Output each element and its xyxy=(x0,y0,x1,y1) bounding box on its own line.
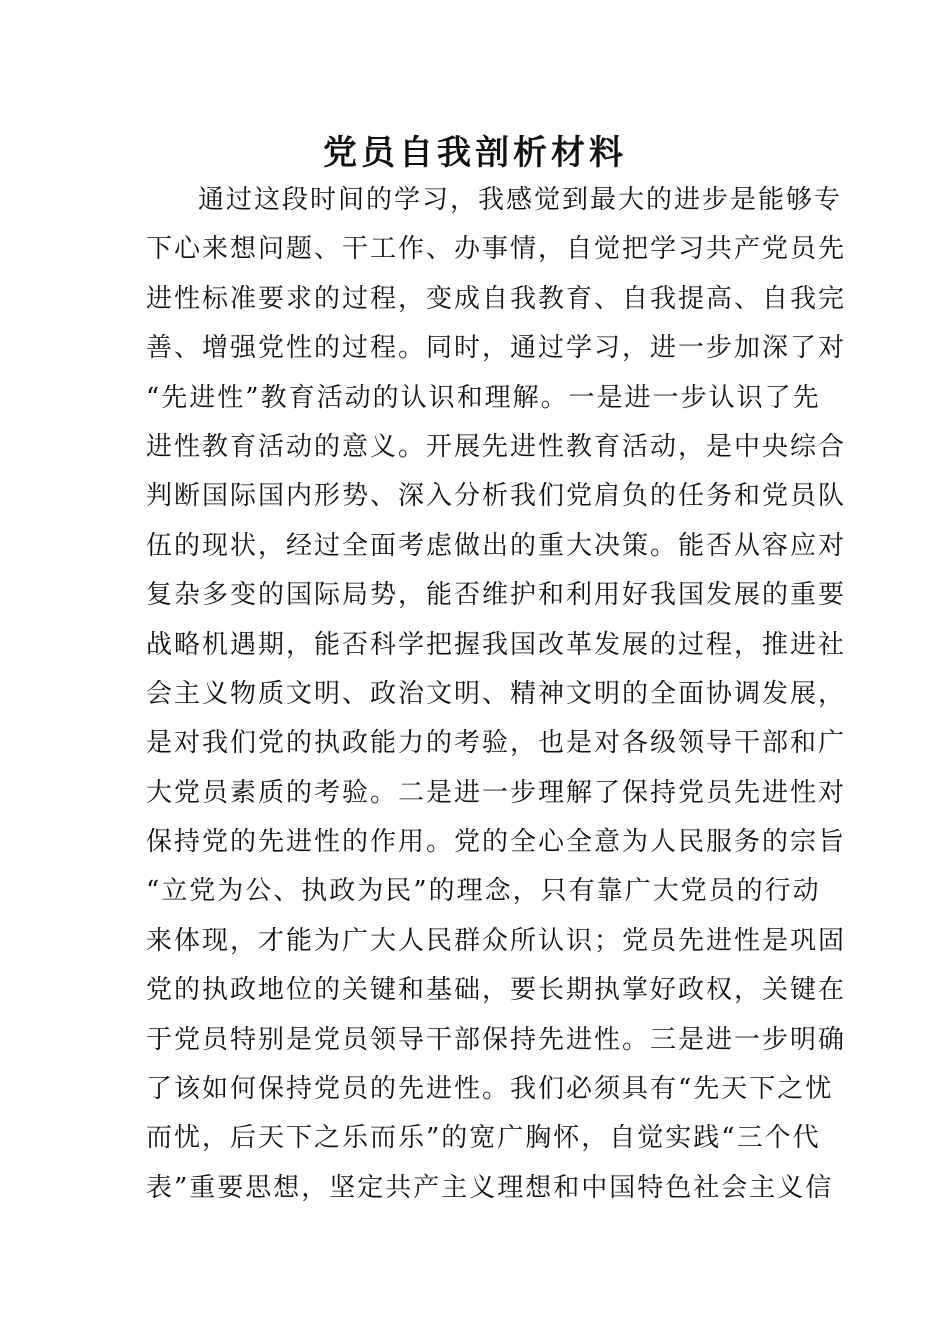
paragraph-line: 通过这段时间的学习，我感觉到最大的进步是能够专 xyxy=(198,185,843,215)
paragraph-line: 党的执政地位的关键和基础，要长期执掌好政权，关键在 xyxy=(146,975,847,1006)
paragraph-line: “立党为公、执政为民”的理念，只有靠广大党员的行动 xyxy=(146,876,821,907)
paragraph-line: 进性教育活动的意义。开展先进性教育活动，是中央综合 xyxy=(146,431,847,462)
paragraph-line: 会主义物质文明、政治文明、精神文明的全面协调发展， xyxy=(146,678,847,709)
paragraph-line: 了该如何保持党员的先进性。我们必须具有“先天下之忧 xyxy=(146,1074,834,1105)
paragraph-line: 大党员素质的考验。二是进一步理解了保持党员先进性对 xyxy=(146,777,847,808)
paragraph-line: 来体现，才能为广大人民群众所认识；党员先进性是巩固 xyxy=(146,925,847,956)
document-title: 党员自我剖析材料 xyxy=(323,133,627,173)
paragraph-line: “先进性”教育活动的认识和理解。一是进一步认识了先 xyxy=(146,382,821,413)
paragraph-line: 保持党的先进性的作用。党的全心全意为人民服务的宗旨 xyxy=(146,827,847,858)
paragraph-line: 善、增强党性的过程。同时，通过学习，进一步加深了对 xyxy=(146,333,847,364)
document-body xyxy=(146,176,847,1213)
paragraph-line: 进性标准要求的过程，变成自我教育、自我提高、自我完 xyxy=(146,283,847,314)
paragraph-line: 战略机遇期，能否科学把握我国改革发展的过程，推进社 xyxy=(146,629,847,660)
paragraph-line: 下心来想问题、干工作、办事情，自觉把学习共产党员先 xyxy=(146,234,847,265)
paragraph-line: 复杂多变的国际局势，能否维护和利用好我国发展的重要 xyxy=(146,580,847,611)
paragraph-line: 而忧，后天下之乐而乐”的宽广胸怀，自觉实践“三个代 xyxy=(146,1123,821,1154)
paragraph-line: 是对我们党的执政能力的考验，也是对各级领导干部和广 xyxy=(146,728,847,759)
paragraph-line: 伍的现状，经过全面考虑做出的重大决策。能否从容应对 xyxy=(146,530,847,561)
paragraph-line: 表”重要思想，坚定共产主义理想和中国特色社会主义信 xyxy=(146,1172,834,1203)
paragraph-line: 于党员特别是党员领导干部保持先进性。三是进一步明确 xyxy=(146,1024,847,1055)
paragraph-line: 判断国际国内形势、深入分析我们党肩负的任务和党员队 xyxy=(146,481,847,512)
